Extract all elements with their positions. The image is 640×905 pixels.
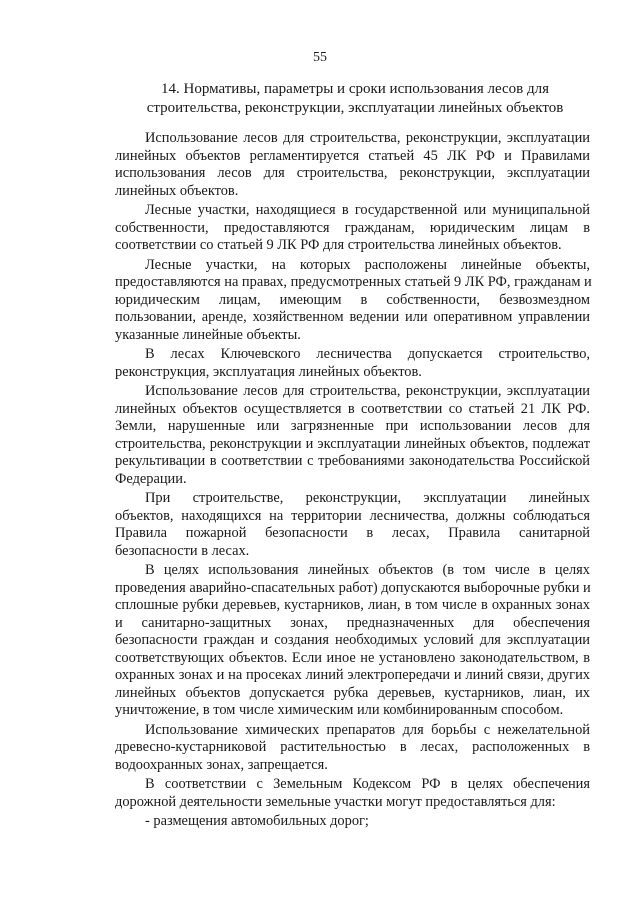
- paragraph-line: соответствующих объектов. Если иное не установлено законодательством, в: [115, 649, 590, 666]
- paragraph-line: реконструкция, эксплуатация линейных объектов.: [115, 363, 422, 380]
- paragraph-line: Федерации.: [115, 470, 187, 487]
- paragraph: [115, 130, 590, 200]
- paragraph-line: Использование лесов для строительства, реконструкции, эксплуатации: [145, 130, 590, 146]
- paragraph-line: линейных объектов регламентируется статьей 45 ЛК РФ и Правилами: [115, 147, 590, 164]
- paragraph-line: предоставляются на правах, предусмотренных статьей 9 ЛК РФ, гражданам и: [115, 274, 592, 290]
- paragraph: [115, 490, 590, 560]
- page-number: 55: [313, 50, 327, 65]
- paragraph-line: безопасности в лесах.: [115, 542, 250, 559]
- body-text: [115, 130, 590, 833]
- paragraph-line: проведения аварийно-спасательных работ) допускаются выборочные рубки и: [115, 579, 591, 596]
- paragraph-line: линейных объектов допускается рубка деревьев, кустарников, лиан, их: [115, 684, 590, 701]
- paragraph: [115, 562, 590, 720]
- section-heading: [115, 80, 595, 118]
- paragraph-line: водоохранных зонах, запрещается.: [115, 756, 328, 773]
- paragraph-line: дорожной деятельности земельные участки могут предоставляться для:: [115, 793, 556, 810]
- paragraph: [115, 383, 590, 488]
- paragraph-line: пользовании, аренде, хозяйственном ведении или оперативном управлении: [115, 309, 590, 325]
- section-heading-line: строительства, реконструкции, эксплуатации линейных объектов: [146, 100, 564, 116]
- paragraph-line: строительства, реконструкции и эксплуатации линейных объектов, подлежат: [115, 435, 590, 452]
- paragraph-line: и санитарно-защитных зонах, предназначенных для обеспечения: [115, 614, 590, 631]
- paragraph-line: древесно-кустарниковой растительностью в лесах, расположенных в: [115, 739, 590, 755]
- paragraph: [115, 813, 590, 831]
- paragraph-line: линейных объектов осуществляется в соответствии со статьей 21 ЛК РФ.: [115, 400, 590, 417]
- paragraph-line: В соответствии с Земельным Кодексом РФ в целях обеспечения: [145, 776, 590, 792]
- paragraph: [115, 346, 590, 381]
- paragraph-line: юридическим лицам, имеющим в собственности, безвозмездном: [115, 291, 590, 308]
- paragraph-line: использования лесов для строительства, реконструкции, эксплуатации: [115, 165, 590, 181]
- paragraph-line: Использование лесов для строительства, реконструкции, эксплуатации: [145, 383, 590, 399]
- section-heading-line: 14. Нормативы, параметры и сроки использования лесов для: [160, 81, 549, 97]
- paragraph-line: Использование химических препаратов для борьбы с нежелательной: [145, 721, 590, 738]
- paragraph-line: В лесах Ключевского лесничества допускается строительство,: [145, 346, 590, 362]
- paragraph-line: собственности, предоставляются гражданам, юридическим лицам в: [115, 219, 590, 236]
- paragraph-line: охранных зонах и на просеках линий электропередачи и линий связи, других: [115, 667, 590, 683]
- paragraph-line: В целях использования линейных объектов (в том числе в целях: [145, 562, 590, 578]
- paragraph-line: Лесные участки, находящиеся в государственной или муниципальной: [145, 202, 590, 218]
- paragraph-line: указанные линейные объекты.: [115, 326, 301, 343]
- paragraph: [115, 257, 590, 345]
- paragraph-line: - размещения автомобильных дорог;: [145, 813, 369, 829]
- paragraph: [115, 776, 590, 811]
- paragraph-line: Правила пожарной безопасности в лесах, Правила санитарной: [115, 525, 590, 541]
- paragraph-line: объектов, находящихся на территории лесничества, должны соблюдаться: [115, 507, 590, 524]
- paragraph-line: безопасности граждан и создания необходимых условий для эксплуатации: [115, 632, 590, 648]
- paragraph-line: Лесные участки, на которых расположены линейные объекты,: [145, 256, 590, 273]
- paragraph: [115, 202, 590, 255]
- paragraph-line: линейных объектов.: [115, 182, 239, 199]
- paragraph: [115, 722, 590, 775]
- paragraph-line: уничтожение, в том числе химическим или комбинированным способом.: [115, 702, 564, 718]
- paragraph-line: рекультивации в соответствии с требованиями законодательства Российской: [115, 453, 590, 469]
- paragraph-line: При строительстве, реконструкции, эксплуатации линейных: [145, 490, 590, 506]
- paragraph-line: сплошные рубки деревьев, кустарников, лиан, в том числе в охранных зонах: [115, 597, 590, 613]
- paragraph-line: Земли, нарушенные или загрязненные при использовании лесов для: [115, 418, 590, 434]
- paragraph-line: соответствии со статьей 9 ЛК РФ для строительства линейных объектов.: [115, 237, 562, 253]
